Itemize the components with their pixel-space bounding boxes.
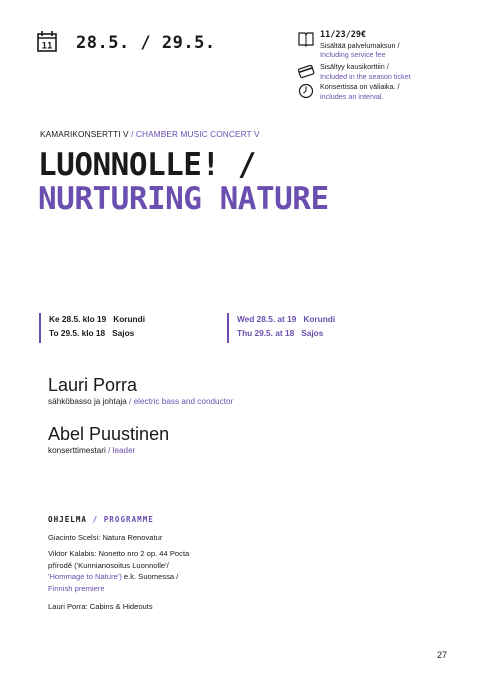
price: 11/23/29€ <box>320 30 367 40</box>
concert-dates: 28.5. / 29.5. <box>76 33 216 53</box>
schedule-row: Thu 29.5. at 18 Sajos <box>237 327 324 338</box>
performer-name: Abel Puustinen <box>48 424 170 444</box>
price-note-en: Including service fee <box>320 50 386 60</box>
interval-note-fi: Konsertissa on väliaika. / <box>320 82 400 91</box>
performer-role: konserttimestari / leader <box>48 446 136 455</box>
performer-name: Lauri Porra <box>48 375 138 395</box>
programme-item: Lauri Porra: Cabins & Hideouts <box>48 602 153 611</box>
season-note-en: Included in the season ticket <box>320 71 411 81</box>
schedule-row: Wed 28.5. at 19 Korundi <box>237 314 336 324</box>
schedule-finnish <box>39 313 145 343</box>
clock-icon <box>297 83 315 99</box>
calendar-icon <box>37 30 57 52</box>
price-note-fi: Sisältää palvelumaksun / <box>320 40 400 50</box>
programme-item: Giacinto Scelsi: Natura Renovatur <box>48 533 163 542</box>
schedule-row: Ke 28.5. klo 19 Korundi <box>49 314 146 324</box>
programme-item: Viktor Kalabis: Nonetto nro 2 op. 44 Pocta přírodě ('Kunnianosoitus Luonnolle'/ 'Hommage to Nature') e.k. Suomessa / Finnish premiere <box>48 549 190 593</box>
title-english: NURTURING NATURE <box>38 181 329 217</box>
interval-note-en: includes an interval. <box>320 91 384 101</box>
calendar-day: 11 <box>41 41 53 52</box>
performer-role: sähköbasso ja johtaja / electric bass and conductor <box>48 397 234 406</box>
title-finnish: LUONNOLLE! / <box>38 147 256 183</box>
ticket-book-icon <box>297 31 315 47</box>
concert-series: KAMARIKONSERTTI V / CHAMBER MUSIC CONCERT V <box>40 129 260 139</box>
season-card-icon <box>297 63 315 79</box>
programme-heading: OHJELMA / PROGRAMME <box>48 515 154 524</box>
page-number: 27 <box>437 650 448 660</box>
schedule-row: To 29.5. klo 18 Sajos <box>49 327 135 338</box>
schedule-english <box>227 313 335 343</box>
season-note-fi: Sisältyy kausikorttiin / <box>320 62 389 71</box>
